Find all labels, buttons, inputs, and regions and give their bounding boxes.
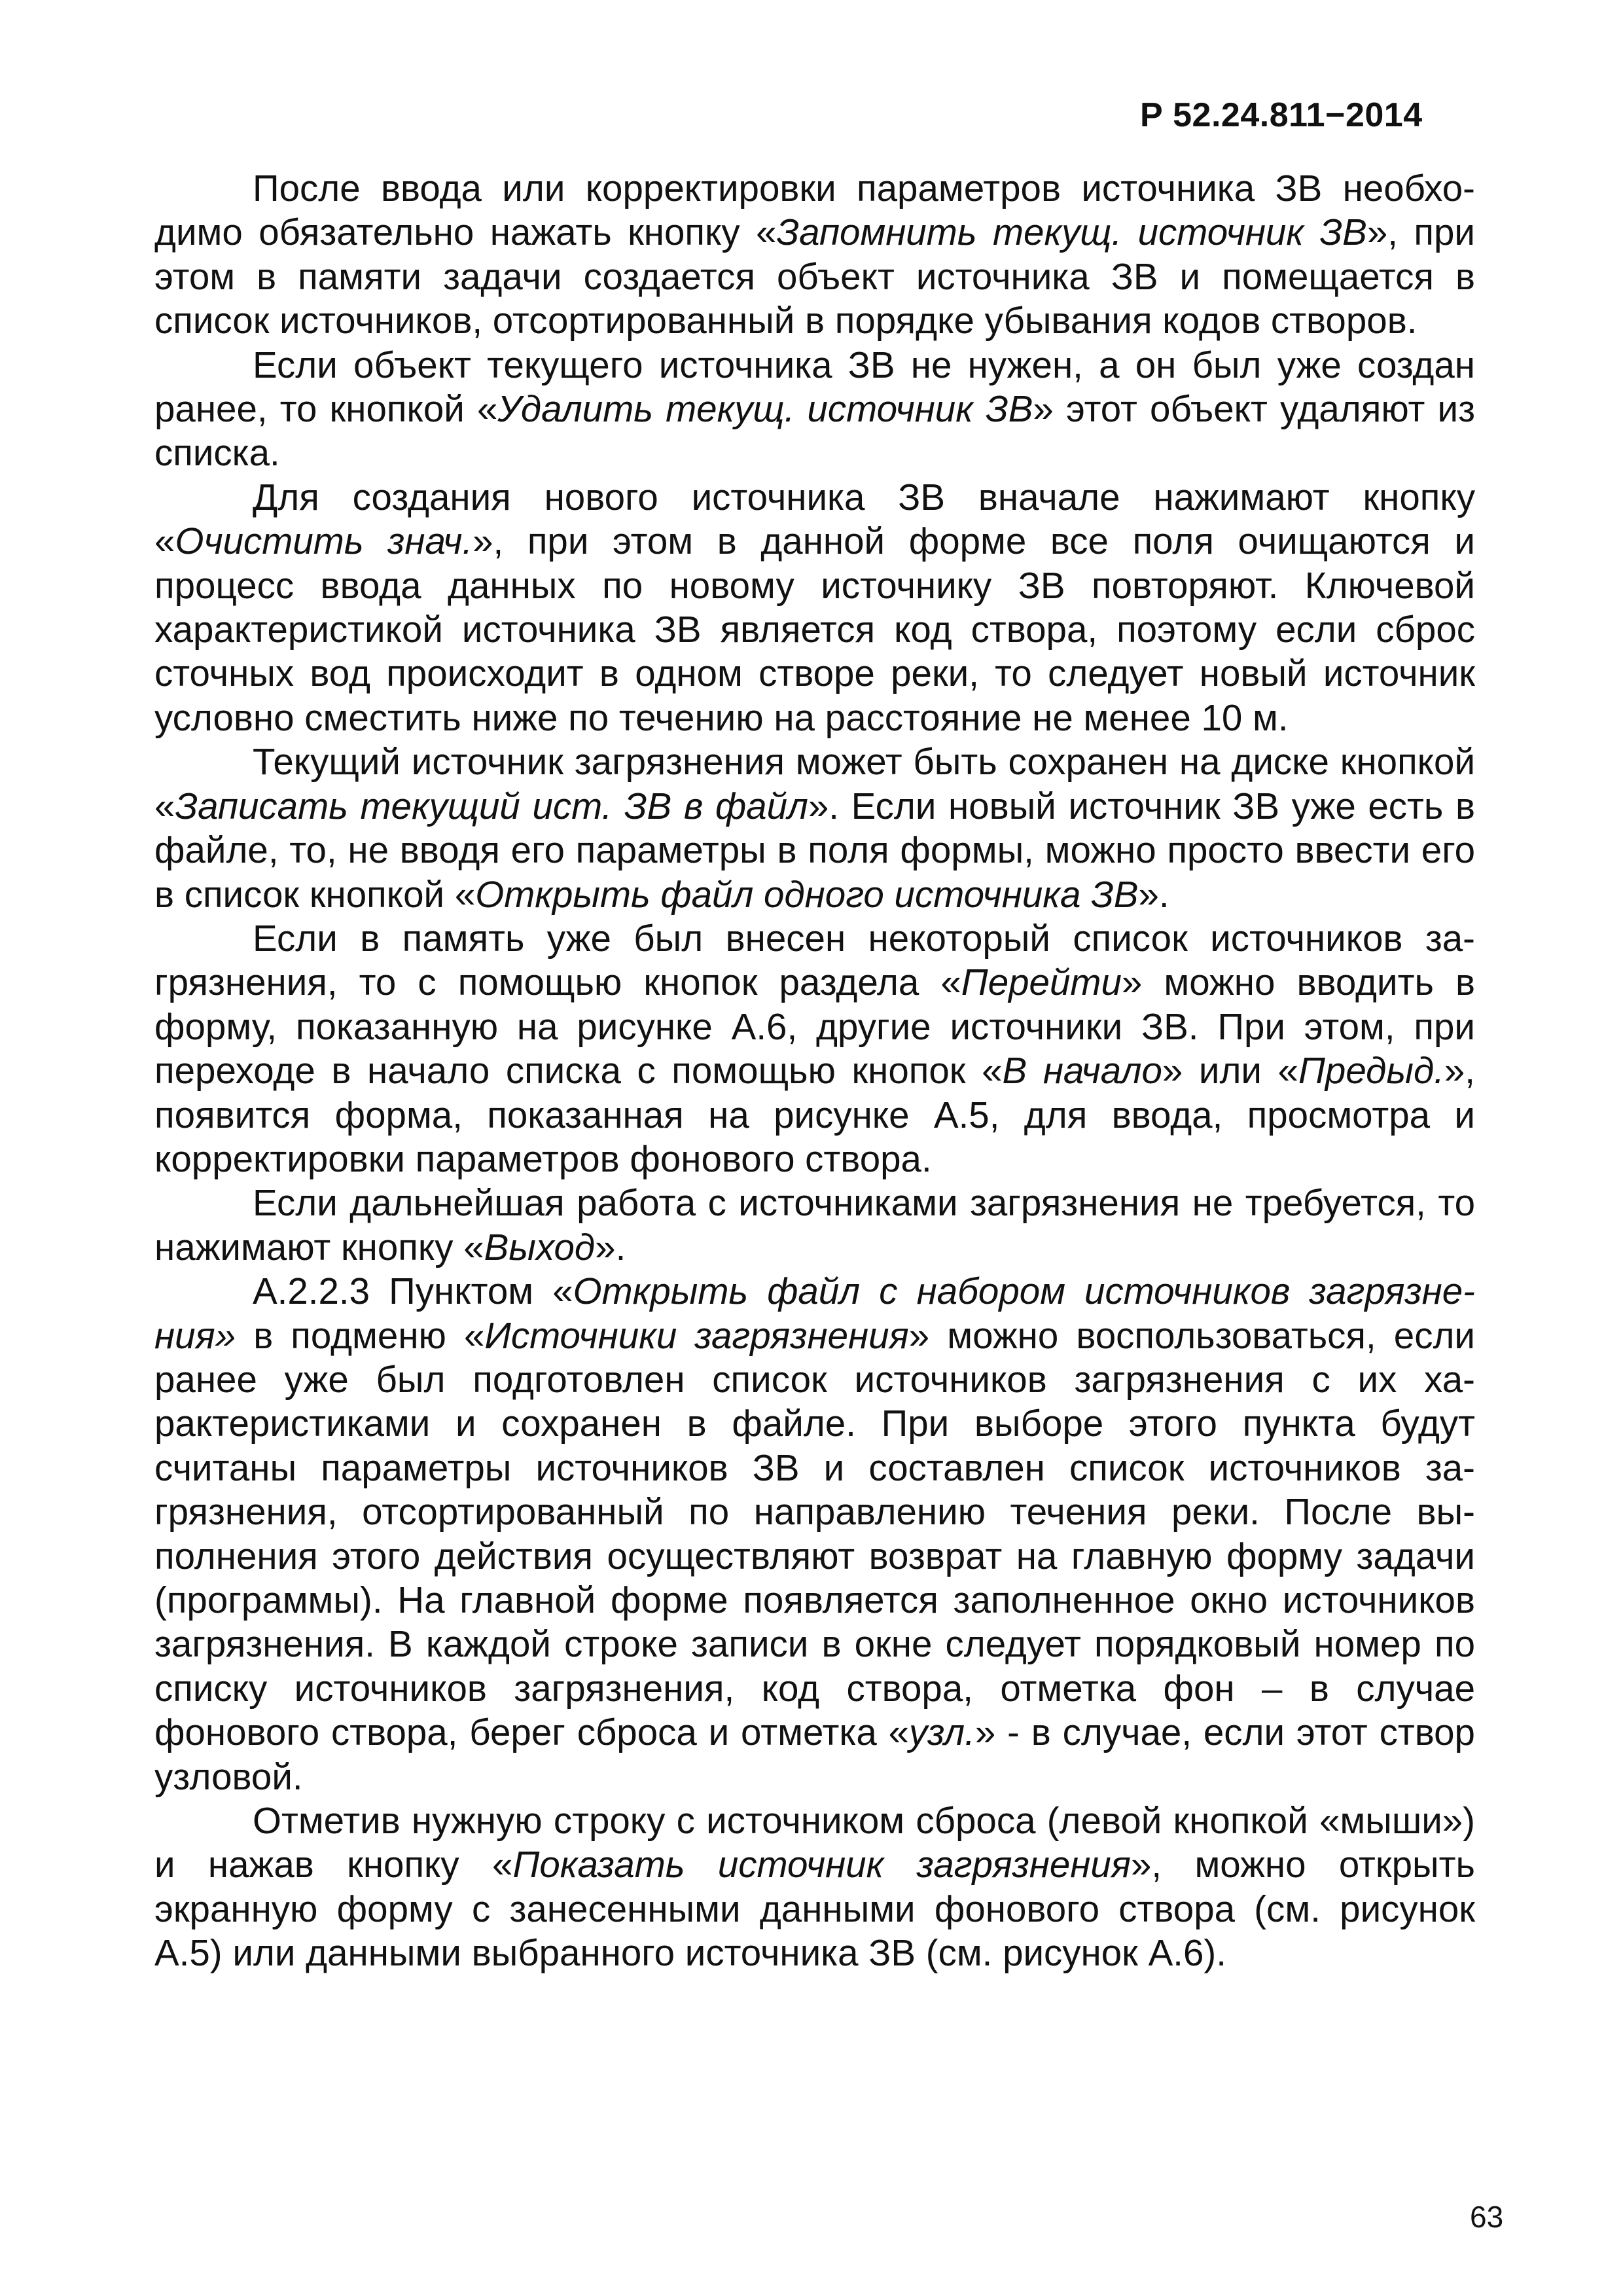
italic-term: Открыть файл одного источника ЗВ (475, 873, 1139, 915)
italic-term: Запомнить текущ. источник ЗВ (776, 211, 1367, 253)
text-run: », появится форма, показанная на рисунке А.5, для ввода, просмотра и корректировки параметров фонового створа. (154, 1050, 1475, 1179)
text-run: », можно открыть экранную форму с занесенными данными фонового створа (см. рисунок А.5) или данными выбранного источника ЗВ (см. рисунок А.6). (154, 1844, 1475, 1974)
text-run: в подменю « (236, 1314, 485, 1356)
text-run: », при этом в данной форме все поля очищаются и процесс ввода данных по новому источнику ЗВ повторяют. Ключевой характеристикой источника ЗВ является код створа, поэтому если сброс сточных вод происходит в одном створе реки, то следует новый источник условно сместить ниже по течению на расстояние не менее 10 м. (154, 520, 1475, 738)
document-number-header: Р 52.24.811−2014 (1140, 96, 1423, 134)
italic-term: Выход (484, 1226, 596, 1268)
text-run: » этот объект удаляют из списка. (154, 388, 1475, 474)
text-run: » или « (1162, 1050, 1298, 1092)
text-run: ». (595, 1226, 626, 1268)
body-paragraph (154, 1181, 1475, 1269)
italic-term: Показать источник загрязнения (512, 1844, 1131, 1886)
body-paragraph (154, 1799, 1475, 1975)
text-run: После ввода или корректировки параметров источника ЗВ необходимо обязательно нажать кнопку « (154, 168, 1475, 253)
page-number: 63 (1470, 2200, 1504, 2234)
body-paragraph (154, 916, 1475, 1181)
italic-term: Открыть файл с набором источников загрязнения» (154, 1270, 1475, 1356)
text-run: », при этом в памяти задачи создается объект источника ЗВ и помещается в список источников, отсортированный в порядке убывания кодов створов. (154, 211, 1475, 342)
text-run: Если объект текущего источника ЗВ не нужен, а он был уже создан ранее, то кнопкой « (154, 344, 1475, 430)
text-run: Если дальнейшая работа с источниками загрязнения не требуется, то нажимают кнопку « (154, 1182, 1475, 1268)
text-run: А.2.2.3 Пунктом « (253, 1270, 573, 1312)
body-paragraph (154, 166, 1475, 343)
italic-term: Очистить знач. (175, 520, 473, 562)
body-paragraph (154, 475, 1475, 740)
italic-term: Перейти (961, 961, 1122, 1003)
italic-term: Источники загрязнения (484, 1314, 909, 1356)
document-body (154, 166, 1475, 1975)
body-paragraph (154, 740, 1475, 916)
italic-term: В начало (1002, 1050, 1162, 1092)
body-paragraph (154, 1269, 1475, 1799)
text-run: ». (1138, 873, 1169, 915)
text-run: » можно воспользоваться, если ранее уже был подготовлен список источников загрязнения с их характеристиками и сохранен в файле. При выборе этого пункта будут считаны параметры источников ЗВ и составлен список источников загрязнения, отсортированный по направлению течения реки. После выполнения этого действия осуществляют возврат на главную форму задачи (программы). На главной форме появляется заполненное окно источников загрязнения. В каждой строке записи в окне следует порядковый номер по списку источников загрязнения, код створа, отметка фон – в случае фонового створа, берег сброса и отметка « (154, 1314, 1475, 1753)
text-run: ». Если новый источник ЗВ уже есть в файле, то, не вводя его параметры в поля формы, можно просто ввести его в список кнопкой « (154, 785, 1475, 915)
italic-term: Записать текущий ист. ЗВ в файл (175, 785, 808, 827)
text-run: Отметив нужную строку с источником сброса (левой кнопкой «мыши») и нажав кнопку « (154, 1800, 1475, 1886)
text-run: Текущий источник загрязнения может быть сохранен на диске кнопкой « (154, 741, 1475, 827)
text-run: » - в случае, если этот створ узловой. (154, 1712, 1475, 1797)
text-run: Для создания нового источника ЗВ вначале нажимают кнопку « (154, 476, 1475, 562)
italic-term: Удалить текущ. источник ЗВ (497, 388, 1033, 430)
italic-term: Предыд. (1298, 1050, 1444, 1092)
body-paragraph (154, 343, 1475, 475)
text-run: Если в память уже был внесен некоторый список источников загрязнения, то с помощью кнопок раздела « (154, 917, 1475, 1003)
text-run: » можно вводить в форму, показанную на рисунке А.6, другие источники ЗВ. При этом, при переходе в начало списка с помощью кнопок « (154, 961, 1475, 1092)
italic-term: узл. (909, 1712, 975, 1753)
